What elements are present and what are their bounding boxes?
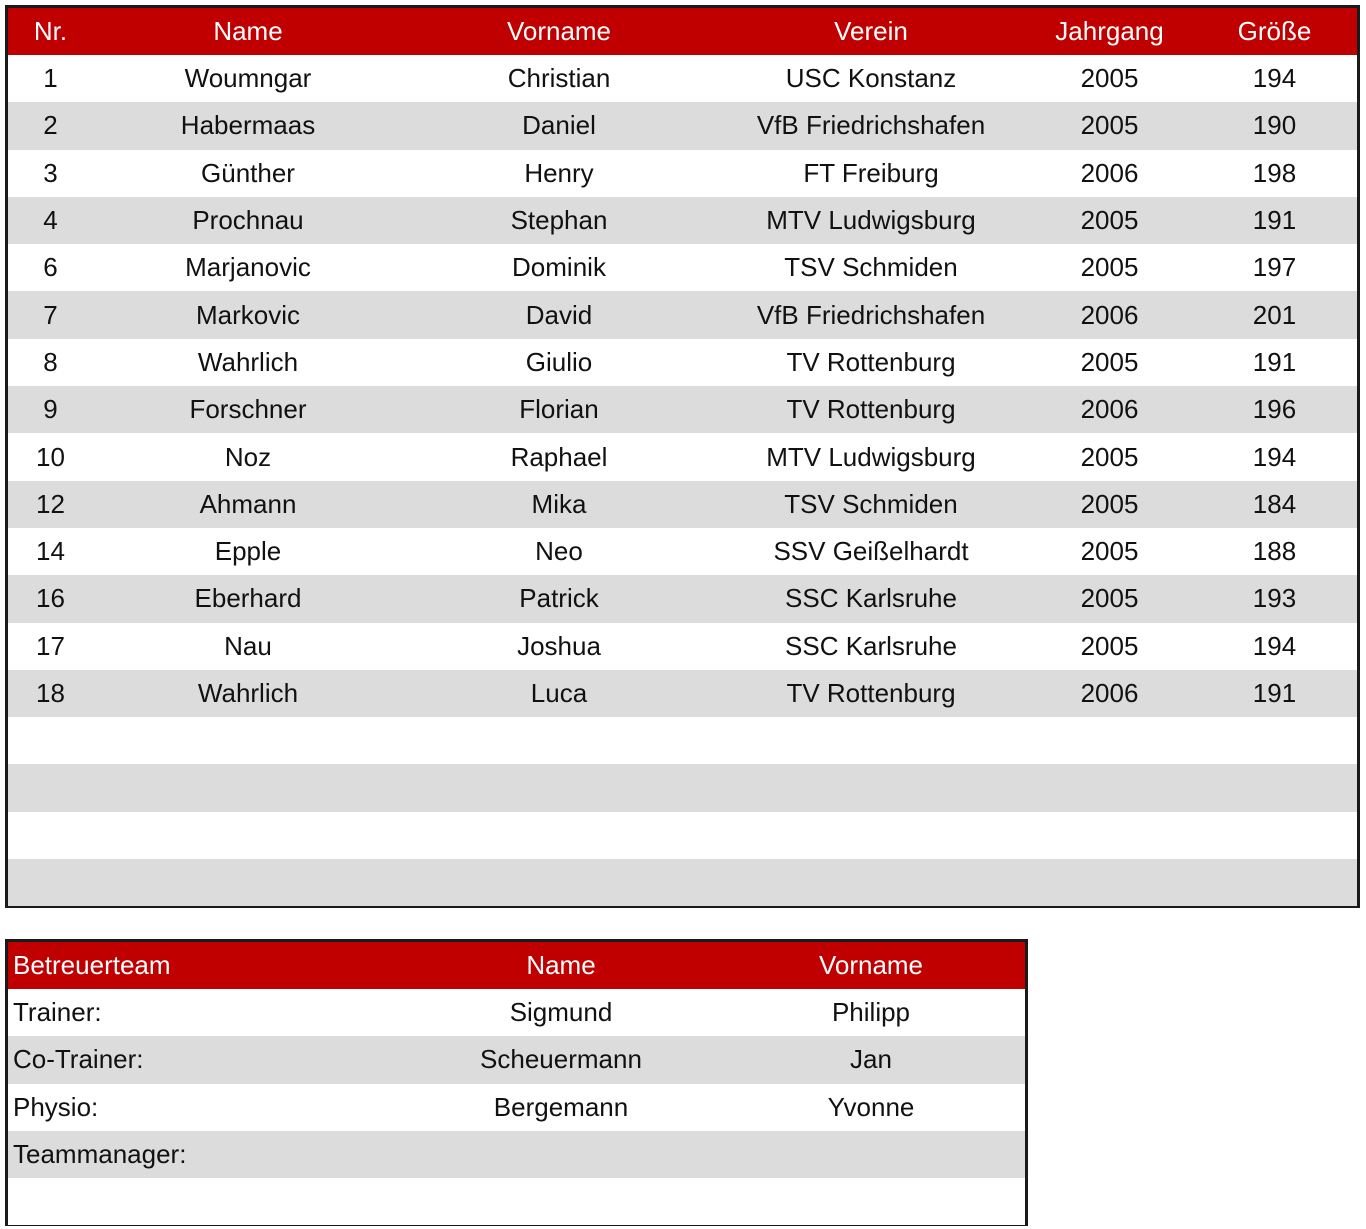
cell-verein: TV Rottenburg — [715, 386, 1027, 433]
table-row — [8, 989, 1025, 1036]
table-row — [8, 386, 1357, 433]
cell-vorname: David — [403, 291, 715, 338]
cell-verein: MTV Ludwigsburg — [715, 197, 1027, 244]
staff-cell-name: Bergemann — [405, 1084, 717, 1131]
table-row — [8, 291, 1357, 338]
table-row — [8, 1178, 1025, 1225]
table-row — [8, 150, 1357, 197]
header-staff-name: Name — [405, 942, 717, 989]
cell-vorname: Joshua — [403, 623, 715, 670]
staff-cell-vorname: Jan — [717, 1036, 1025, 1083]
header-nr: Nr. — [8, 8, 93, 55]
cell-nr — [8, 812, 93, 859]
cell-verein: VfB Friedrichshafen — [715, 102, 1027, 149]
table-row — [8, 481, 1357, 528]
staff-cell-vorname: Philipp — [717, 989, 1025, 1036]
cell-vorname: Florian — [403, 386, 715, 433]
cell-name: Marjanovic — [93, 244, 403, 291]
cell-name — [93, 717, 403, 764]
cell-name: Wahrlich — [93, 339, 403, 386]
cell-groesse: 194 — [1192, 623, 1357, 670]
cell-name: Noz — [93, 433, 403, 480]
cell-groesse: 193 — [1192, 575, 1357, 622]
cell-vorname: Henry — [403, 150, 715, 197]
cell-jahrgang: 2006 — [1027, 386, 1192, 433]
staff-cell-name — [405, 1131, 717, 1178]
staff-cell-name — [405, 1178, 717, 1225]
cell-verein: MTV Ludwigsburg — [715, 433, 1027, 480]
cell-verein: SSV Geißelhardt — [715, 528, 1027, 575]
cell-vorname — [403, 859, 715, 906]
header-vorname: Vorname — [403, 8, 715, 55]
cell-jahrgang: 2005 — [1027, 481, 1192, 528]
cell-groesse — [1192, 859, 1357, 906]
header-name: Name — [93, 8, 403, 55]
cell-name: Eberhard — [93, 575, 403, 622]
table-row — [8, 764, 1357, 811]
cell-verein — [715, 859, 1027, 906]
cell-nr: 17 — [8, 623, 93, 670]
cell-groesse: 191 — [1192, 670, 1357, 717]
cell-groesse — [1192, 812, 1357, 859]
cell-vorname: Neo — [403, 528, 715, 575]
table-row — [8, 339, 1357, 386]
cell-verein: TV Rottenburg — [715, 670, 1027, 717]
cell-vorname: Raphael — [403, 433, 715, 480]
cell-vorname: Dominik — [403, 244, 715, 291]
cell-verein: TV Rottenburg — [715, 339, 1027, 386]
table-row — [8, 859, 1357, 906]
cell-vorname: Giulio — [403, 339, 715, 386]
cell-jahrgang: 2005 — [1027, 55, 1192, 102]
cell-nr: 18 — [8, 670, 93, 717]
cell-nr: 9 — [8, 386, 93, 433]
cell-jahrgang: 2005 — [1027, 623, 1192, 670]
cell-verein: SSC Karlsruhe — [715, 575, 1027, 622]
cell-groesse: 194 — [1192, 433, 1357, 480]
cell-jahrgang: 2006 — [1027, 291, 1192, 338]
cell-jahrgang — [1027, 717, 1192, 764]
cell-groesse: 191 — [1192, 339, 1357, 386]
staff-cell-name: Scheuermann — [405, 1036, 717, 1083]
cell-vorname: Luca — [403, 670, 715, 717]
cell-name — [93, 812, 403, 859]
table-row — [8, 623, 1357, 670]
table-row — [8, 197, 1357, 244]
staff-cell-vorname: Yvonne — [717, 1084, 1025, 1131]
staff-cell-name: Sigmund — [405, 989, 717, 1036]
cell-jahrgang: 2006 — [1027, 150, 1192, 197]
cell-groesse: 191 — [1192, 197, 1357, 244]
cell-verein: TSV Schmiden — [715, 244, 1027, 291]
cell-name — [93, 859, 403, 906]
staff-cell-vorname — [717, 1178, 1025, 1225]
cell-nr: 10 — [8, 433, 93, 480]
cell-verein — [715, 717, 1027, 764]
cell-groesse: 198 — [1192, 150, 1357, 197]
cell-jahrgang: 2005 — [1027, 433, 1192, 480]
cell-nr: 4 — [8, 197, 93, 244]
table-row — [8, 575, 1357, 622]
staff-cell-role: Teammanager: — [8, 1131, 405, 1178]
cell-groesse: 197 — [1192, 244, 1357, 291]
staff-cell-role: Physio: — [8, 1084, 405, 1131]
cell-verein: FT Freiburg — [715, 150, 1027, 197]
header-staff-vorname: Vorname — [717, 942, 1025, 989]
cell-jahrgang — [1027, 859, 1192, 906]
cell-groesse: 201 — [1192, 291, 1357, 338]
cell-jahrgang: 2005 — [1027, 575, 1192, 622]
table-row — [8, 1131, 1025, 1178]
cell-nr: 12 — [8, 481, 93, 528]
cell-vorname — [403, 812, 715, 859]
cell-jahrgang: 2005 — [1027, 339, 1192, 386]
roster-table — [5, 5, 1360, 908]
table-row — [8, 812, 1357, 859]
cell-jahrgang — [1027, 764, 1192, 811]
cell-jahrgang: 2006 — [1027, 670, 1192, 717]
cell-verein: TSV Schmiden — [715, 481, 1027, 528]
table-row — [8, 717, 1357, 764]
cell-name: Woumngar — [93, 55, 403, 102]
staff-cell-role — [8, 1178, 405, 1225]
cell-nr: 14 — [8, 528, 93, 575]
table-row — [8, 433, 1357, 480]
cell-nr: 16 — [8, 575, 93, 622]
staff-table — [5, 939, 1028, 1226]
cell-verein: VfB Friedrichshafen — [715, 291, 1027, 338]
cell-nr: 8 — [8, 339, 93, 386]
cell-nr: 1 — [8, 55, 93, 102]
staff-cell-role: Trainer: — [8, 989, 405, 1036]
cell-nr — [8, 764, 93, 811]
cell-groesse — [1192, 717, 1357, 764]
cell-nr: 6 — [8, 244, 93, 291]
roster-header-row — [8, 8, 1357, 55]
cell-groesse: 188 — [1192, 528, 1357, 575]
cell-name: Wahrlich — [93, 670, 403, 717]
cell-vorname — [403, 764, 715, 811]
cell-vorname: Stephan — [403, 197, 715, 244]
cell-vorname: Mika — [403, 481, 715, 528]
cell-nr — [8, 717, 93, 764]
cell-name: Nau — [93, 623, 403, 670]
table-row — [8, 244, 1357, 291]
staff-cell-vorname — [717, 1131, 1025, 1178]
header-betreuerteam: Betreuerteam — [8, 942, 405, 989]
cell-jahrgang: 2005 — [1027, 102, 1192, 149]
table-row — [8, 670, 1357, 717]
cell-jahrgang: 2005 — [1027, 197, 1192, 244]
header-verein: Verein — [715, 8, 1027, 55]
cell-jahrgang: 2005 — [1027, 244, 1192, 291]
header-groesse: Größe — [1192, 8, 1357, 55]
cell-name: Epple — [93, 528, 403, 575]
cell-name — [93, 764, 403, 811]
cell-name: Prochnau — [93, 197, 403, 244]
cell-name: Forschner — [93, 386, 403, 433]
cell-jahrgang: 2005 — [1027, 528, 1192, 575]
cell-nr: 3 — [8, 150, 93, 197]
cell-jahrgang — [1027, 812, 1192, 859]
cell-name: Habermaas — [93, 102, 403, 149]
cell-vorname: Patrick — [403, 575, 715, 622]
cell-groesse — [1192, 764, 1357, 811]
staff-header-row — [8, 942, 1025, 989]
cell-verein: USC Konstanz — [715, 55, 1027, 102]
table-row — [8, 102, 1357, 149]
cell-verein — [715, 812, 1027, 859]
cell-vorname — [403, 717, 715, 764]
staff-cell-role: Co-Trainer: — [8, 1036, 405, 1083]
cell-name: Ahmann — [93, 481, 403, 528]
cell-name: Günther — [93, 150, 403, 197]
table-row — [8, 528, 1357, 575]
table-row — [8, 1036, 1025, 1083]
cell-groesse: 184 — [1192, 481, 1357, 528]
header-jahrgang: Jahrgang — [1027, 8, 1192, 55]
cell-groesse: 190 — [1192, 102, 1357, 149]
cell-groesse: 196 — [1192, 386, 1357, 433]
cell-nr — [8, 859, 93, 906]
cell-vorname: Daniel — [403, 102, 715, 149]
table-row — [8, 55, 1357, 102]
cell-nr: 7 — [8, 291, 93, 338]
table-row — [8, 1084, 1025, 1131]
cell-name: Markovic — [93, 291, 403, 338]
cell-verein — [715, 764, 1027, 811]
cell-nr: 2 — [8, 102, 93, 149]
cell-groesse: 194 — [1192, 55, 1357, 102]
cell-verein: SSC Karlsruhe — [715, 623, 1027, 670]
cell-vorname: Christian — [403, 55, 715, 102]
